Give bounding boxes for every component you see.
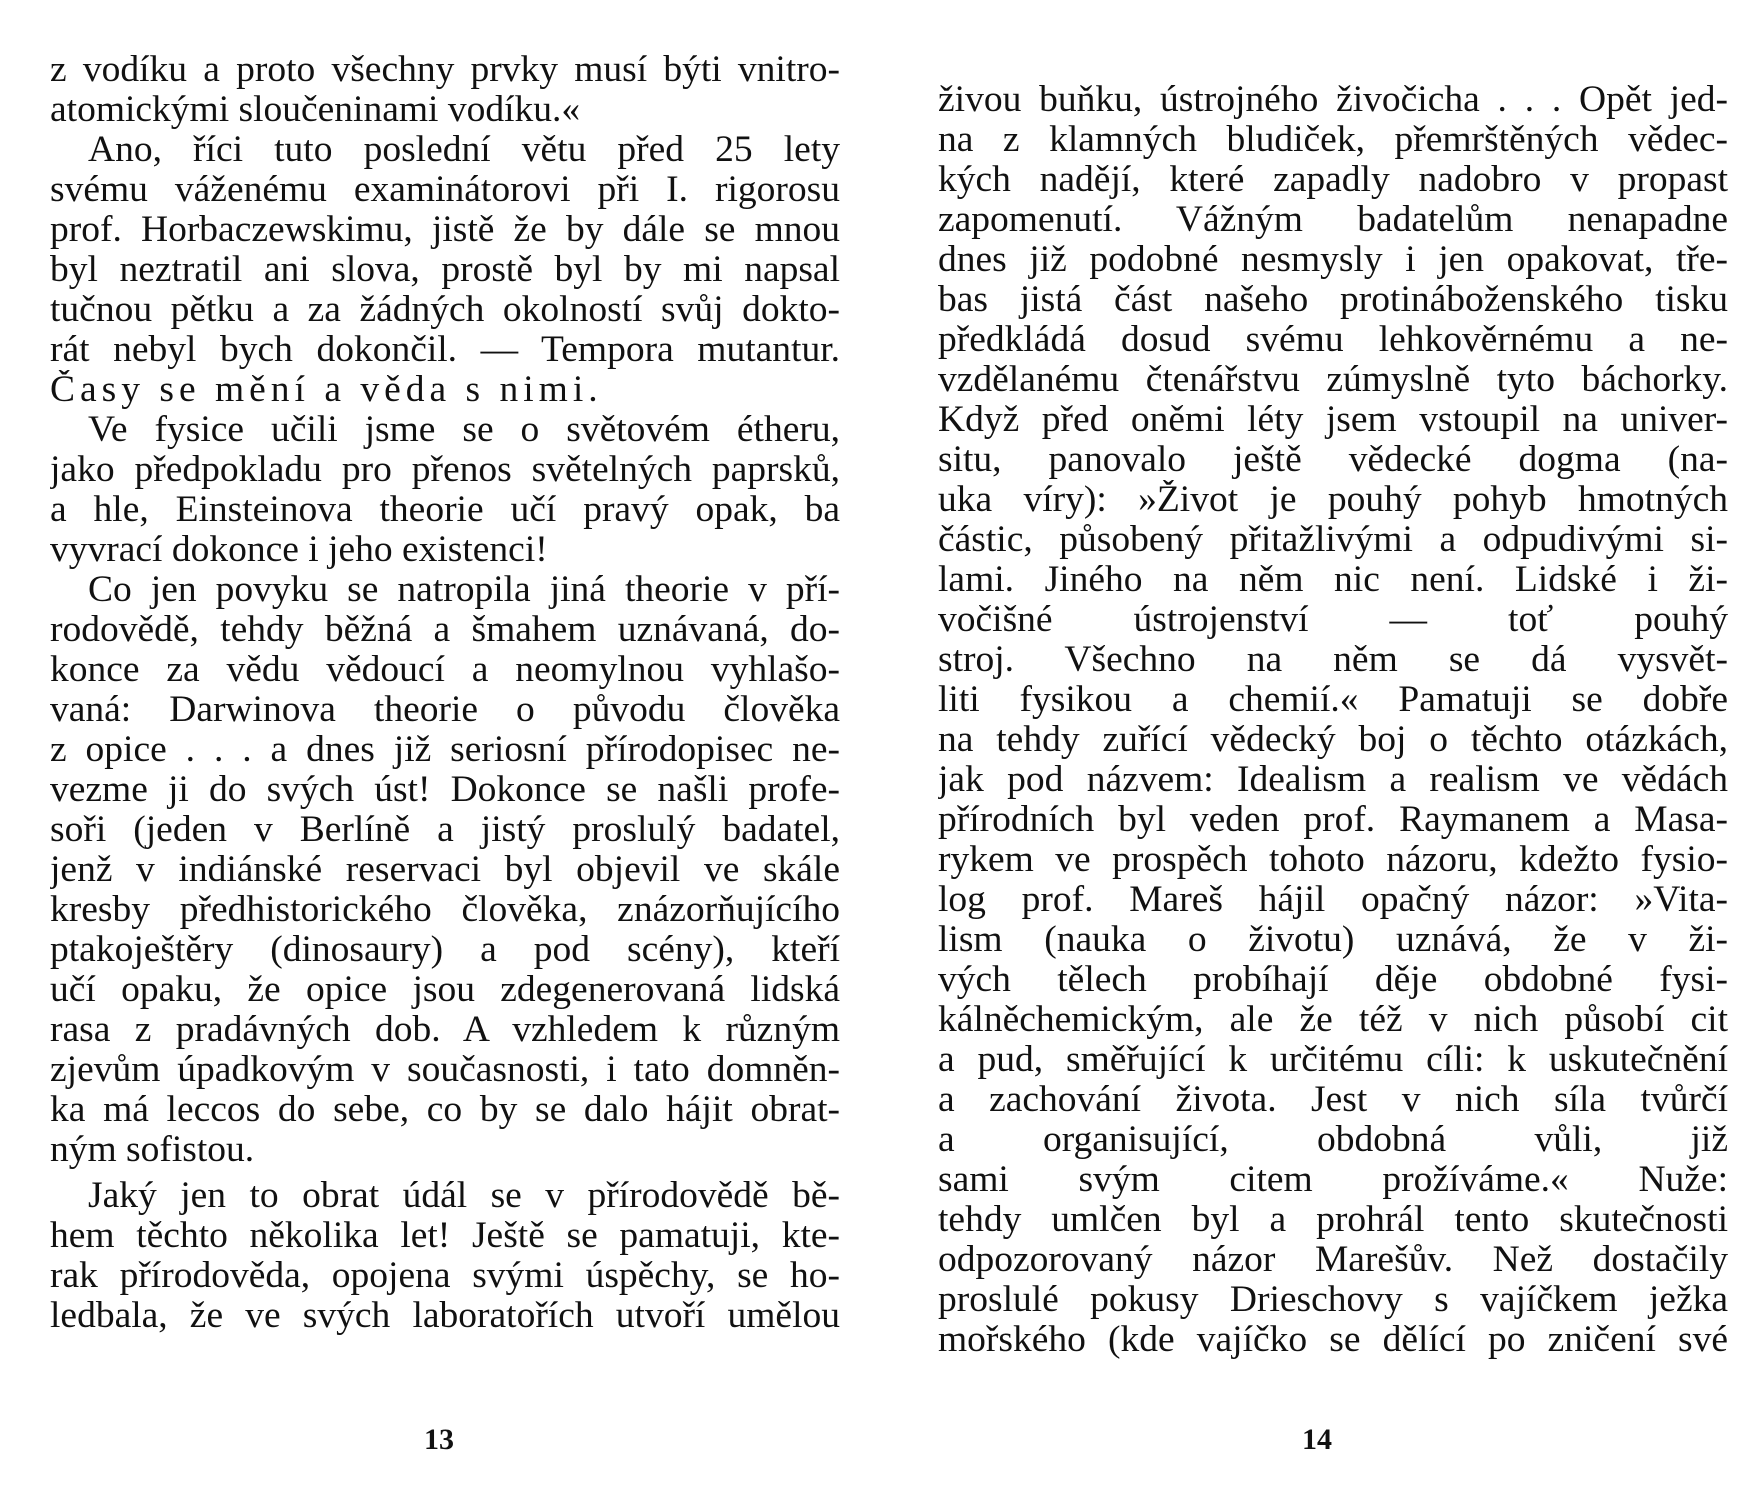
text-line: Jaký jen to obrat údál se v přírodovědě bě- — [88, 1176, 840, 1216]
text-line: uka víry): »Život je pouhý pohyb hmotných — [938, 480, 1728, 520]
text-line: log prof. Mareš hájil opačný názor: »Vita- — [938, 880, 1728, 920]
text-line: dnes již podobné nesmysly i jen opakovat, tře- — [938, 240, 1728, 280]
text-line: kresby předhistorického člověka, znázorňujícího — [50, 890, 840, 930]
text-line: situ, panovalo ještě vědecké dogma (na- — [938, 440, 1728, 480]
text-line: tehdy umlčen byl a prohrál tento skutečnosti — [938, 1200, 1728, 1240]
text-line: vočišné ústrojenství — toť pouhý — [938, 600, 1728, 640]
text-line: vaná: Darwinova theorie o původu člověka — [50, 690, 840, 730]
text-line: rasa z pradávných dob. A vzhledem k různým — [50, 1010, 840, 1050]
text-line: na tehdy zuřící vědecký boj o těchto otázkách, — [938, 720, 1728, 760]
text-line: rát nebyl bych dokončil. — Tempora mutantur. — [50, 330, 840, 370]
text-line: Co jen povyku se natropila jiná theorie v pří- — [88, 570, 840, 610]
right-page-text — [938, 80, 1728, 1360]
text-line: z vodíku a proto všechny prvky musí býti vnitro- — [50, 50, 840, 90]
text-line: předkládá dosud svému lehkověrnému a ne- — [938, 320, 1728, 360]
text-line: lism (nauka o životu) uznává, že v ži- — [938, 920, 1728, 960]
text-line: Ano, říci tuto poslední větu před 25 lety — [88, 130, 840, 170]
text-line: ným sofistou. — [50, 1130, 255, 1170]
right-page — [878, 0, 1756, 1500]
text-line: prof. Horbaczewskimu, jistě že by dále se mnou — [50, 210, 840, 250]
text-line: učí opaku, že opice jsou zdegenerovaná lidská — [50, 970, 840, 1010]
text-line: hem těchto několika let! Ještě se pamatuji, kte- — [50, 1216, 840, 1256]
text-line: a pud, směřující k určitému cíli: k uskutečnění — [938, 1040, 1728, 1080]
text-line: zapomenutí. Vážným badatelům nenapadne — [938, 200, 1728, 240]
text-line: rak přírodověda, opojena svými úspěchy, se ho- — [50, 1256, 840, 1296]
text-line: zjevům úpadkovým v současnosti, i tato domněn- — [50, 1050, 840, 1090]
text-line: ka má leccos do sebe, co by se dalo hájit obrat- — [50, 1090, 840, 1130]
text-line: a hle, Einsteinova theorie učí pravý opak, ba — [50, 490, 840, 530]
text-line: bas jistá část našeho protináboženského tisku — [938, 280, 1728, 320]
text-line: z opice . . . a dnes již seriosní přírodopisec ne- — [50, 730, 840, 770]
text-line: tučnou pětku a za žádných okolností svůj dokto- — [50, 290, 840, 330]
text-line: vezme ji do svých úst! Dokonce se našli profe- — [50, 770, 840, 810]
text-line: konce za vědu vědoucí a neomylnou vyhlašo- — [50, 650, 840, 690]
text-line: vyvrací dokonce i jeho existenci! — [50, 530, 548, 570]
text-line: vzdělanému čtenářstvu zúmyslně tyto báchorky. — [938, 360, 1728, 400]
text-line: Časy se mění a věda s nimi. — [50, 370, 603, 410]
text-line: ledbala, že ve svých laboratořích utvoří umělou — [50, 1296, 840, 1336]
text-line: kých nadějí, které zapadly nadobro v propast — [938, 160, 1728, 200]
text-line: rykem ve prospěch tohoto názoru, kdežto fysio- — [938, 840, 1728, 880]
text-line: rodovědě, tehdy běžná a šmahem uznávaná, do- — [50, 610, 840, 650]
text-line: stroj. Všechno na něm se dá vysvět- — [938, 640, 1728, 680]
page-number: 14 — [1302, 1423, 1332, 1456]
text-line: Když před oněmi léty jsem vstoupil na univer- — [938, 400, 1728, 440]
text-line: kálněchemickým, ale že též v nich působí cit — [938, 1000, 1728, 1040]
text-line: a organisující, obdobná vůli, již — [938, 1120, 1728, 1160]
text-line: vých tělech probíhají děje obdobné fysi- — [938, 960, 1728, 1000]
text-line: lami. Jiného na něm nic není. Lidské i ži- — [938, 560, 1728, 600]
text-line: sami svým citem prožíváme.« Nuže: — [938, 1160, 1728, 1200]
text-line: odpozorovaný názor Marešův. Než dostačily — [938, 1240, 1728, 1280]
text-line: jenž v indiánské reservaci byl objevil ve skále — [50, 850, 840, 890]
text-line: živou buňku, ústrojného živočicha . . . Opět jed- — [938, 80, 1728, 120]
text-line: byl neztratil ani slova, prostě byl by mi napsal — [50, 250, 840, 290]
text-line: jako předpokladu pro přenos světelných paprsků, — [50, 450, 840, 490]
text-line: mořského (kde vajíčko se dělící po zničení své — [938, 1320, 1728, 1360]
text-line: soři (jeden v Berlíně a jistý proslulý badatel, — [50, 810, 840, 850]
text-line: proslulé pokusy Drieschovy s vajíčkem ježka — [938, 1280, 1728, 1320]
page-number: 13 — [424, 1423, 454, 1456]
text-line: liti fysikou a chemií.« Pamatuji se dobře — [938, 680, 1728, 720]
text-line: a zachování života. Jest v nich síla tvůrčí — [938, 1080, 1728, 1120]
text-line: na z klamných bludiček, přemrštěných vědec- — [938, 120, 1728, 160]
text-line: ptakoještěry (dinosaury) a pod scény), kteří — [50, 930, 840, 970]
text-line: Ve fysice učili jsme se o světovém étheru, — [88, 410, 840, 450]
text-line: jak pod názvem: Idealism a realism ve vědách — [938, 760, 1728, 800]
text-line: částic, působený přitažlivými a odpudivými si- — [938, 520, 1728, 560]
text-line: přírodních byl veden prof. Raymanem a Masa- — [938, 800, 1728, 840]
text-line: svému váženému examinátorovi při I. rigorosu — [50, 170, 840, 210]
left-page-text — [50, 50, 840, 1336]
text-line: atomickými sloučeninami vodíku.« — [50, 90, 581, 130]
